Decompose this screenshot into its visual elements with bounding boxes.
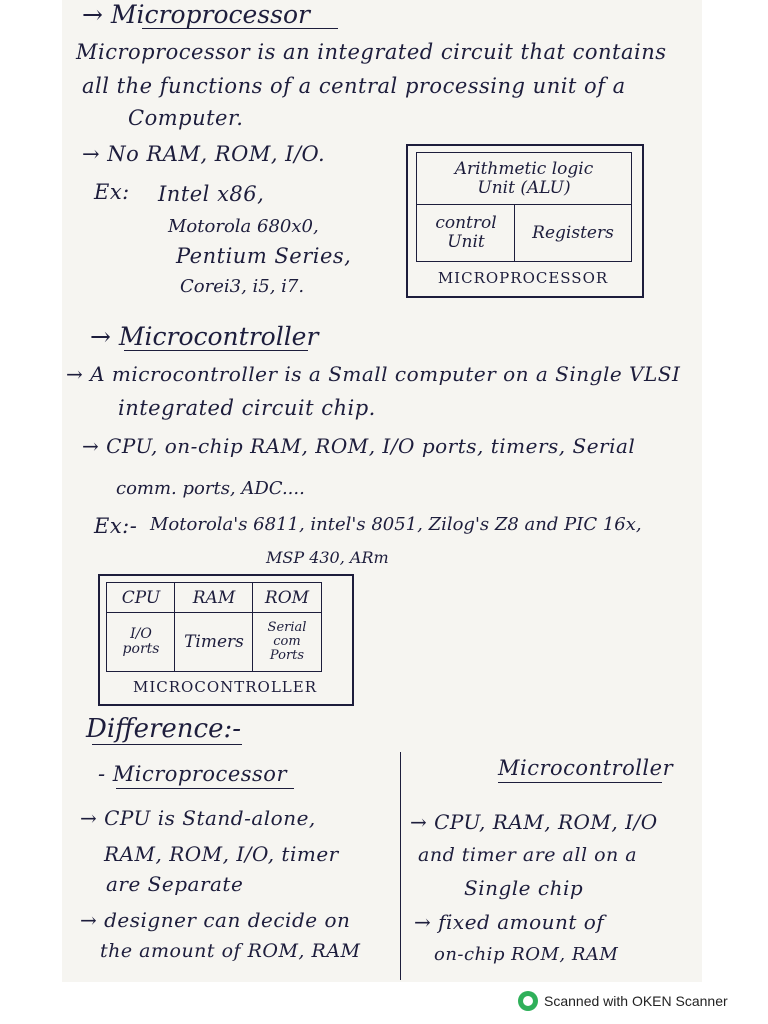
cu-line-2: Unit xyxy=(447,232,485,252)
cpu-cell: CPU xyxy=(121,587,161,608)
diff-right-line-5: on-chip ROM, RAM xyxy=(434,944,619,965)
serial-line-1: Serial xyxy=(267,619,307,635)
diff-left-line-2: RAM, ROM, I/O, timer xyxy=(104,842,339,866)
diff-left-heading: - Microprocessor xyxy=(98,762,287,786)
cu-line-1: control xyxy=(435,213,497,234)
diff-left-line-1: → CPU is Stand-alone, xyxy=(80,806,316,830)
alu-line-1: Arithmetic logic xyxy=(454,159,594,180)
io-line-2: ports xyxy=(122,641,160,657)
example-label: Ex: xyxy=(94,180,130,204)
io-line-1: I/O xyxy=(130,625,152,642)
diff-right-line-2: and timer are all on a xyxy=(418,844,638,866)
diff-right-line-3: Single chip xyxy=(464,876,584,900)
mc-example-line-2: MSP 430, ARm xyxy=(266,548,389,567)
mc-heading-underline xyxy=(124,350,308,351)
diff-right-line-4: → fixed amount of xyxy=(414,910,605,934)
io-ports-cell xyxy=(108,614,174,670)
alu-divider xyxy=(416,204,632,205)
diff-right-heading: Microcontroller xyxy=(498,756,674,780)
mc-col-divider-2 xyxy=(252,582,253,672)
mc-parts-line-1: → CPU, on-chip RAM, ROM, I/O ports, timers, Serial xyxy=(82,434,636,458)
control-unit-cell xyxy=(418,206,514,260)
diff-right-line-1: → CPU, RAM, ROM, I/O xyxy=(410,810,658,834)
mc-col-divider-1 xyxy=(174,582,175,672)
serial-line-3: Ports xyxy=(269,648,305,664)
mc-row-divider xyxy=(106,612,322,613)
cu-divider xyxy=(514,204,515,262)
no-ram-line: → No RAM, ROM, I/O. xyxy=(82,142,326,166)
intro-line-1: Microprocessor is an integrated circuit that contains xyxy=(76,40,667,64)
diff-left-line-4: → designer can decide on xyxy=(80,908,351,932)
scanner-watermark-text: Scanned with OKEN Scanner xyxy=(544,993,728,1009)
microprocessor-caption: MICROPROCESSOR xyxy=(437,268,609,287)
diff-left-underline xyxy=(116,788,294,789)
microcontroller-diagram xyxy=(98,574,354,706)
mc-example-line-1: Motorola's 6811, intel's 8051, Zilog's Z8 and PIC 16x, xyxy=(150,514,642,535)
registers-cell: Registers xyxy=(532,222,614,243)
diff-right-underline xyxy=(498,782,662,783)
diff-left-line-5: the amount of ROM, RAM xyxy=(100,940,361,962)
difference-heading: Difference:- xyxy=(86,714,242,744)
timers-cell: Timers xyxy=(184,631,244,652)
alu-line-2: Unit (ALU) xyxy=(477,178,571,198)
diff-left-line-3: are Separate xyxy=(106,872,244,896)
microcontroller-heading: → Microcontroller xyxy=(90,322,319,351)
serial-ports-cell xyxy=(254,614,320,670)
microprocessor-diagram xyxy=(406,144,644,298)
mc-example-label: Ex:- xyxy=(94,514,138,538)
alu-cell xyxy=(418,154,630,204)
mc-def-line-1: → A microcontroller is a Small computer on a Single VLSI xyxy=(66,362,681,386)
example-item-4: Corei3, i5, i7. xyxy=(180,276,305,297)
heading-underline xyxy=(142,28,338,29)
oken-logo-icon xyxy=(518,991,538,1011)
microcontroller-caption: MICROCONTROLLER xyxy=(132,677,317,696)
example-item-1: Intel x86, xyxy=(158,182,265,206)
ram-cell: RAM xyxy=(192,587,236,608)
difference-column-divider xyxy=(400,752,401,980)
mc-parts-line-2: comm. ports, ADC.... xyxy=(116,478,305,499)
scanner-watermark xyxy=(518,990,728,1012)
serial-line-2: com xyxy=(273,633,301,649)
rom-cell: ROM xyxy=(264,587,310,608)
example-item-2: Motorola 680x0, xyxy=(168,216,319,237)
intro-line-2: all the functions of a central processing unit of a xyxy=(82,74,626,98)
example-item-3: Pentium Series, xyxy=(176,244,352,268)
difference-underline xyxy=(92,744,242,745)
intro-line-3: Computer. xyxy=(128,106,244,130)
microprocessor-heading: → Microprocessor xyxy=(82,0,310,29)
mc-def-line-2: integrated circuit chip. xyxy=(118,396,376,420)
